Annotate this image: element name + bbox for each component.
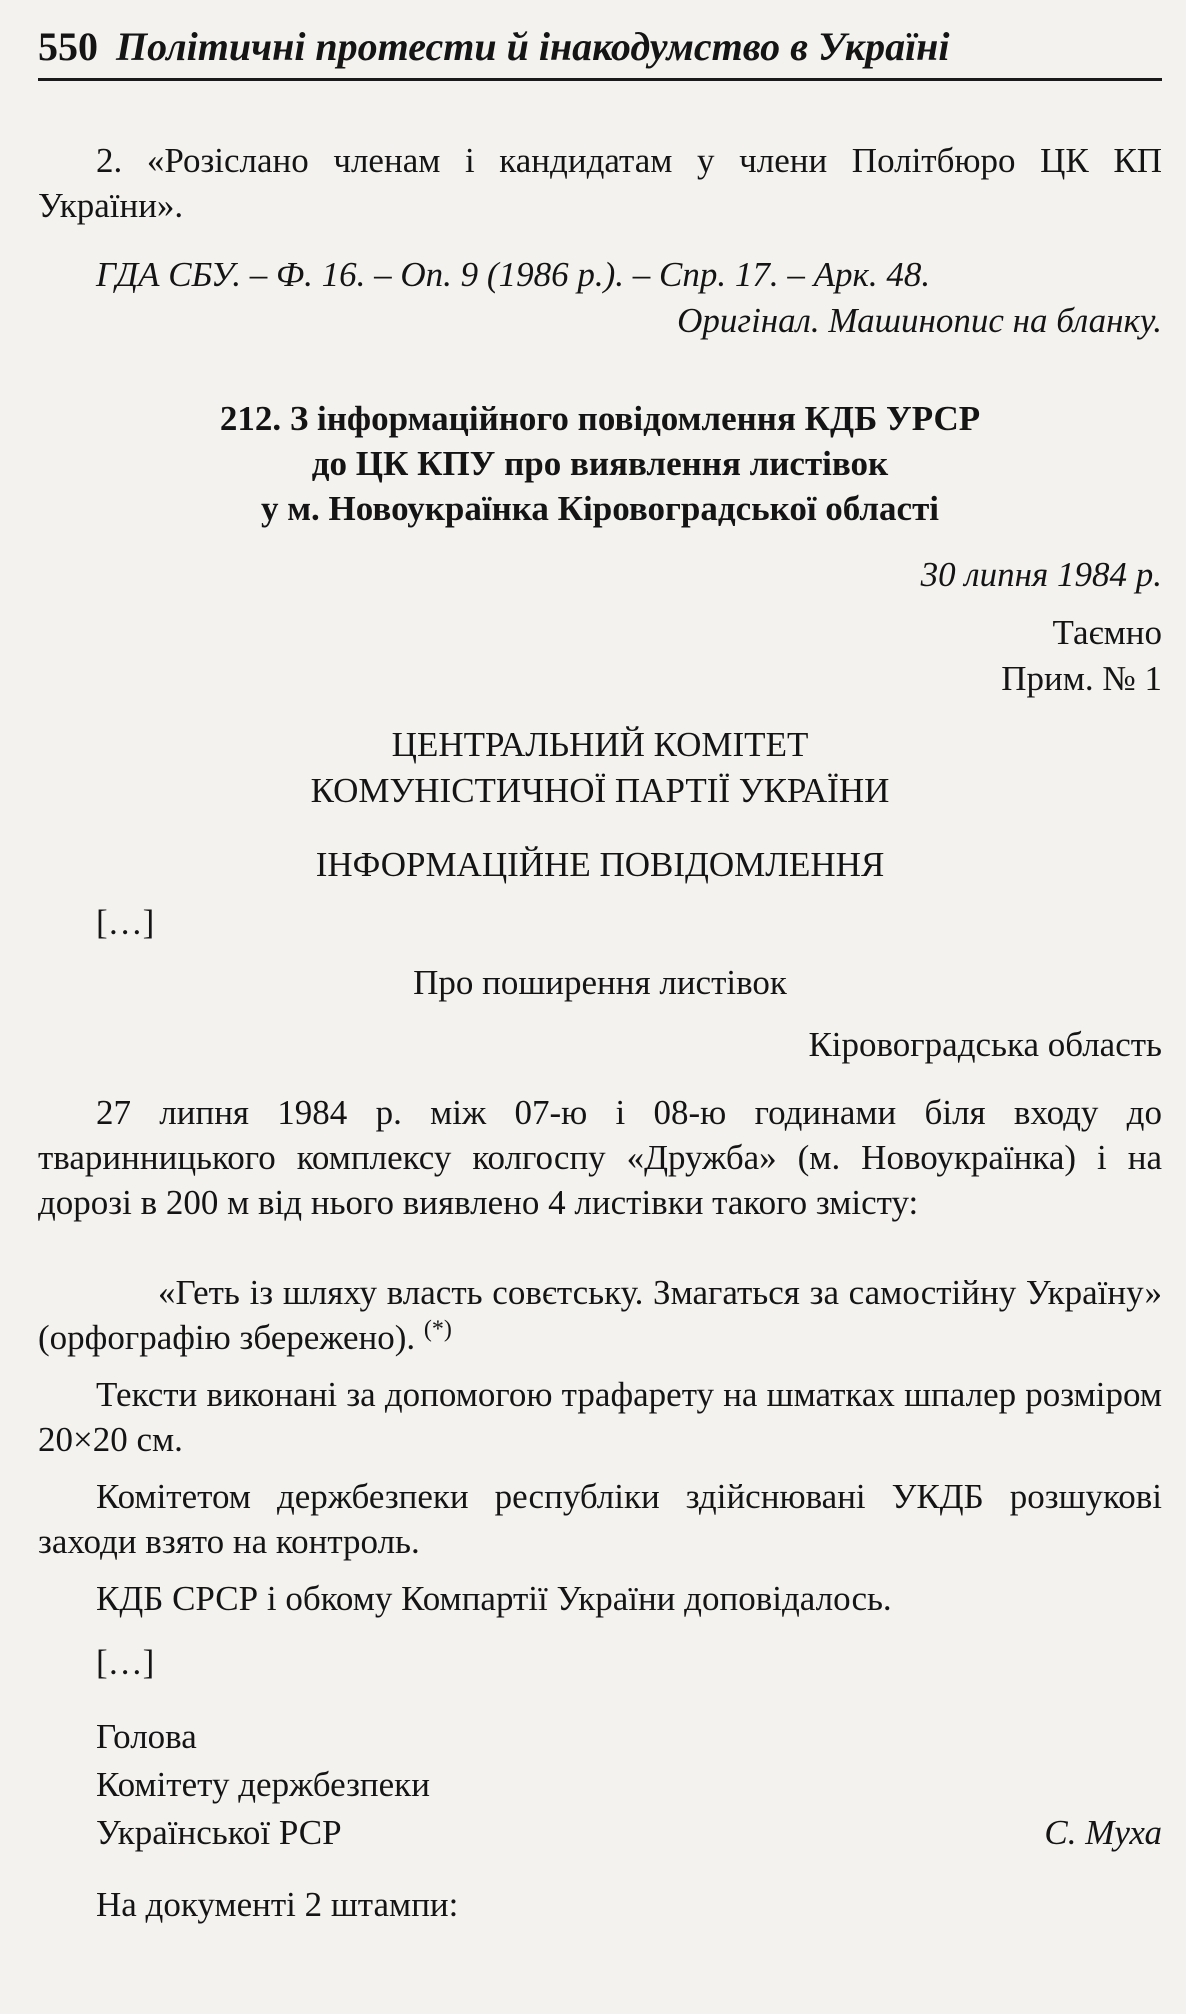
doc-kind: ІНФОРМАЦІЙНЕ ПОВІДОМЛЕННЯ — [315, 845, 885, 884]
paragraph-4: КДБ СРСР і обкому Компартії України доповідалось. — [96, 1579, 892, 1618]
running-header — [38, 22, 1162, 81]
signature-title-line2: Комітету держбезпеки — [96, 1765, 430, 1804]
doc-title-line3: у м. Новоукраїнка Кіровоградської області — [260, 489, 940, 528]
doc-title-line2: до ЦК КПУ про виявлення листівок — [311, 444, 889, 483]
addressee-line1: ЦЕНТРАЛЬНИЙ КОМІТЕТ — [391, 725, 809, 764]
ellipsis: […] — [96, 903, 155, 942]
archive-reference: ГДА СБУ. – Ф. 16. – Оп. 9 (1986 р.). – Спр. 17. – Арк. 48. — [96, 255, 931, 294]
doc-title-line1: 212. З інформаційного повідомлення КДБ УРСР — [219, 399, 981, 438]
paragraph-2: Тексти виконані за допомогою трафарету на шматках шпалер розміром 20×20 см. — [38, 1375, 1162, 1459]
signature-row — [38, 1810, 1162, 1855]
doc-date: 30 липня 1984 р. — [920, 555, 1162, 594]
leaflet-quote — [38, 1270, 1162, 1360]
copy-number: Прим. № 1 — [1001, 659, 1162, 698]
running-title: Політичні протести й інакодумство в Україні — [116, 24, 950, 69]
leaflet-quote-text: «Геть із шляху власть совєтську. Змагаться за самостійну Україну» (орфографію збережено). — [38, 1273, 1162, 1357]
original-note: Оригінал. Машинопис на бланку. — [677, 301, 1162, 340]
footnote-mark: (*) — [423, 1316, 452, 1343]
signature-title-line1: Голова — [96, 1717, 197, 1756]
addressee-line2: КОМУНІСТИЧНОЇ ПАРТІЇ УКРАЇНИ — [310, 771, 890, 810]
previous-doc-note: 2. «Розіслано членам і кандидатам у члени Політбюро ЦК КП України». — [38, 141, 1162, 225]
paragraph-3: Комітетом держбезпеки республіки здійснювані УКДБ розшукові заходи взято на контроль. — [38, 1477, 1162, 1561]
paragraph-1: 27 липня 1984 р. між 07-ю і 08-ю годинами біля входу до тваринницького комплексу колгоспу «Дружба» (м. Новоукраїнка) і на дорозі в 200 м від нього виявлено 4 листівки такого змісту: — [38, 1093, 1162, 1222]
stamps-note: На документі 2 штампи: — [96, 1885, 459, 1924]
region-line: Кіровоградська область — [808, 1025, 1162, 1064]
signature-title-line3: Української РСР — [96, 1813, 342, 1852]
signer-name: С. Муха — [1044, 1813, 1162, 1852]
secret-mark: Таємно — [1052, 613, 1162, 652]
subject-line: Про поширення листівок — [413, 963, 787, 1002]
ellipsis: […] — [96, 1643, 155, 1682]
page-number: 550 — [38, 24, 98, 69]
